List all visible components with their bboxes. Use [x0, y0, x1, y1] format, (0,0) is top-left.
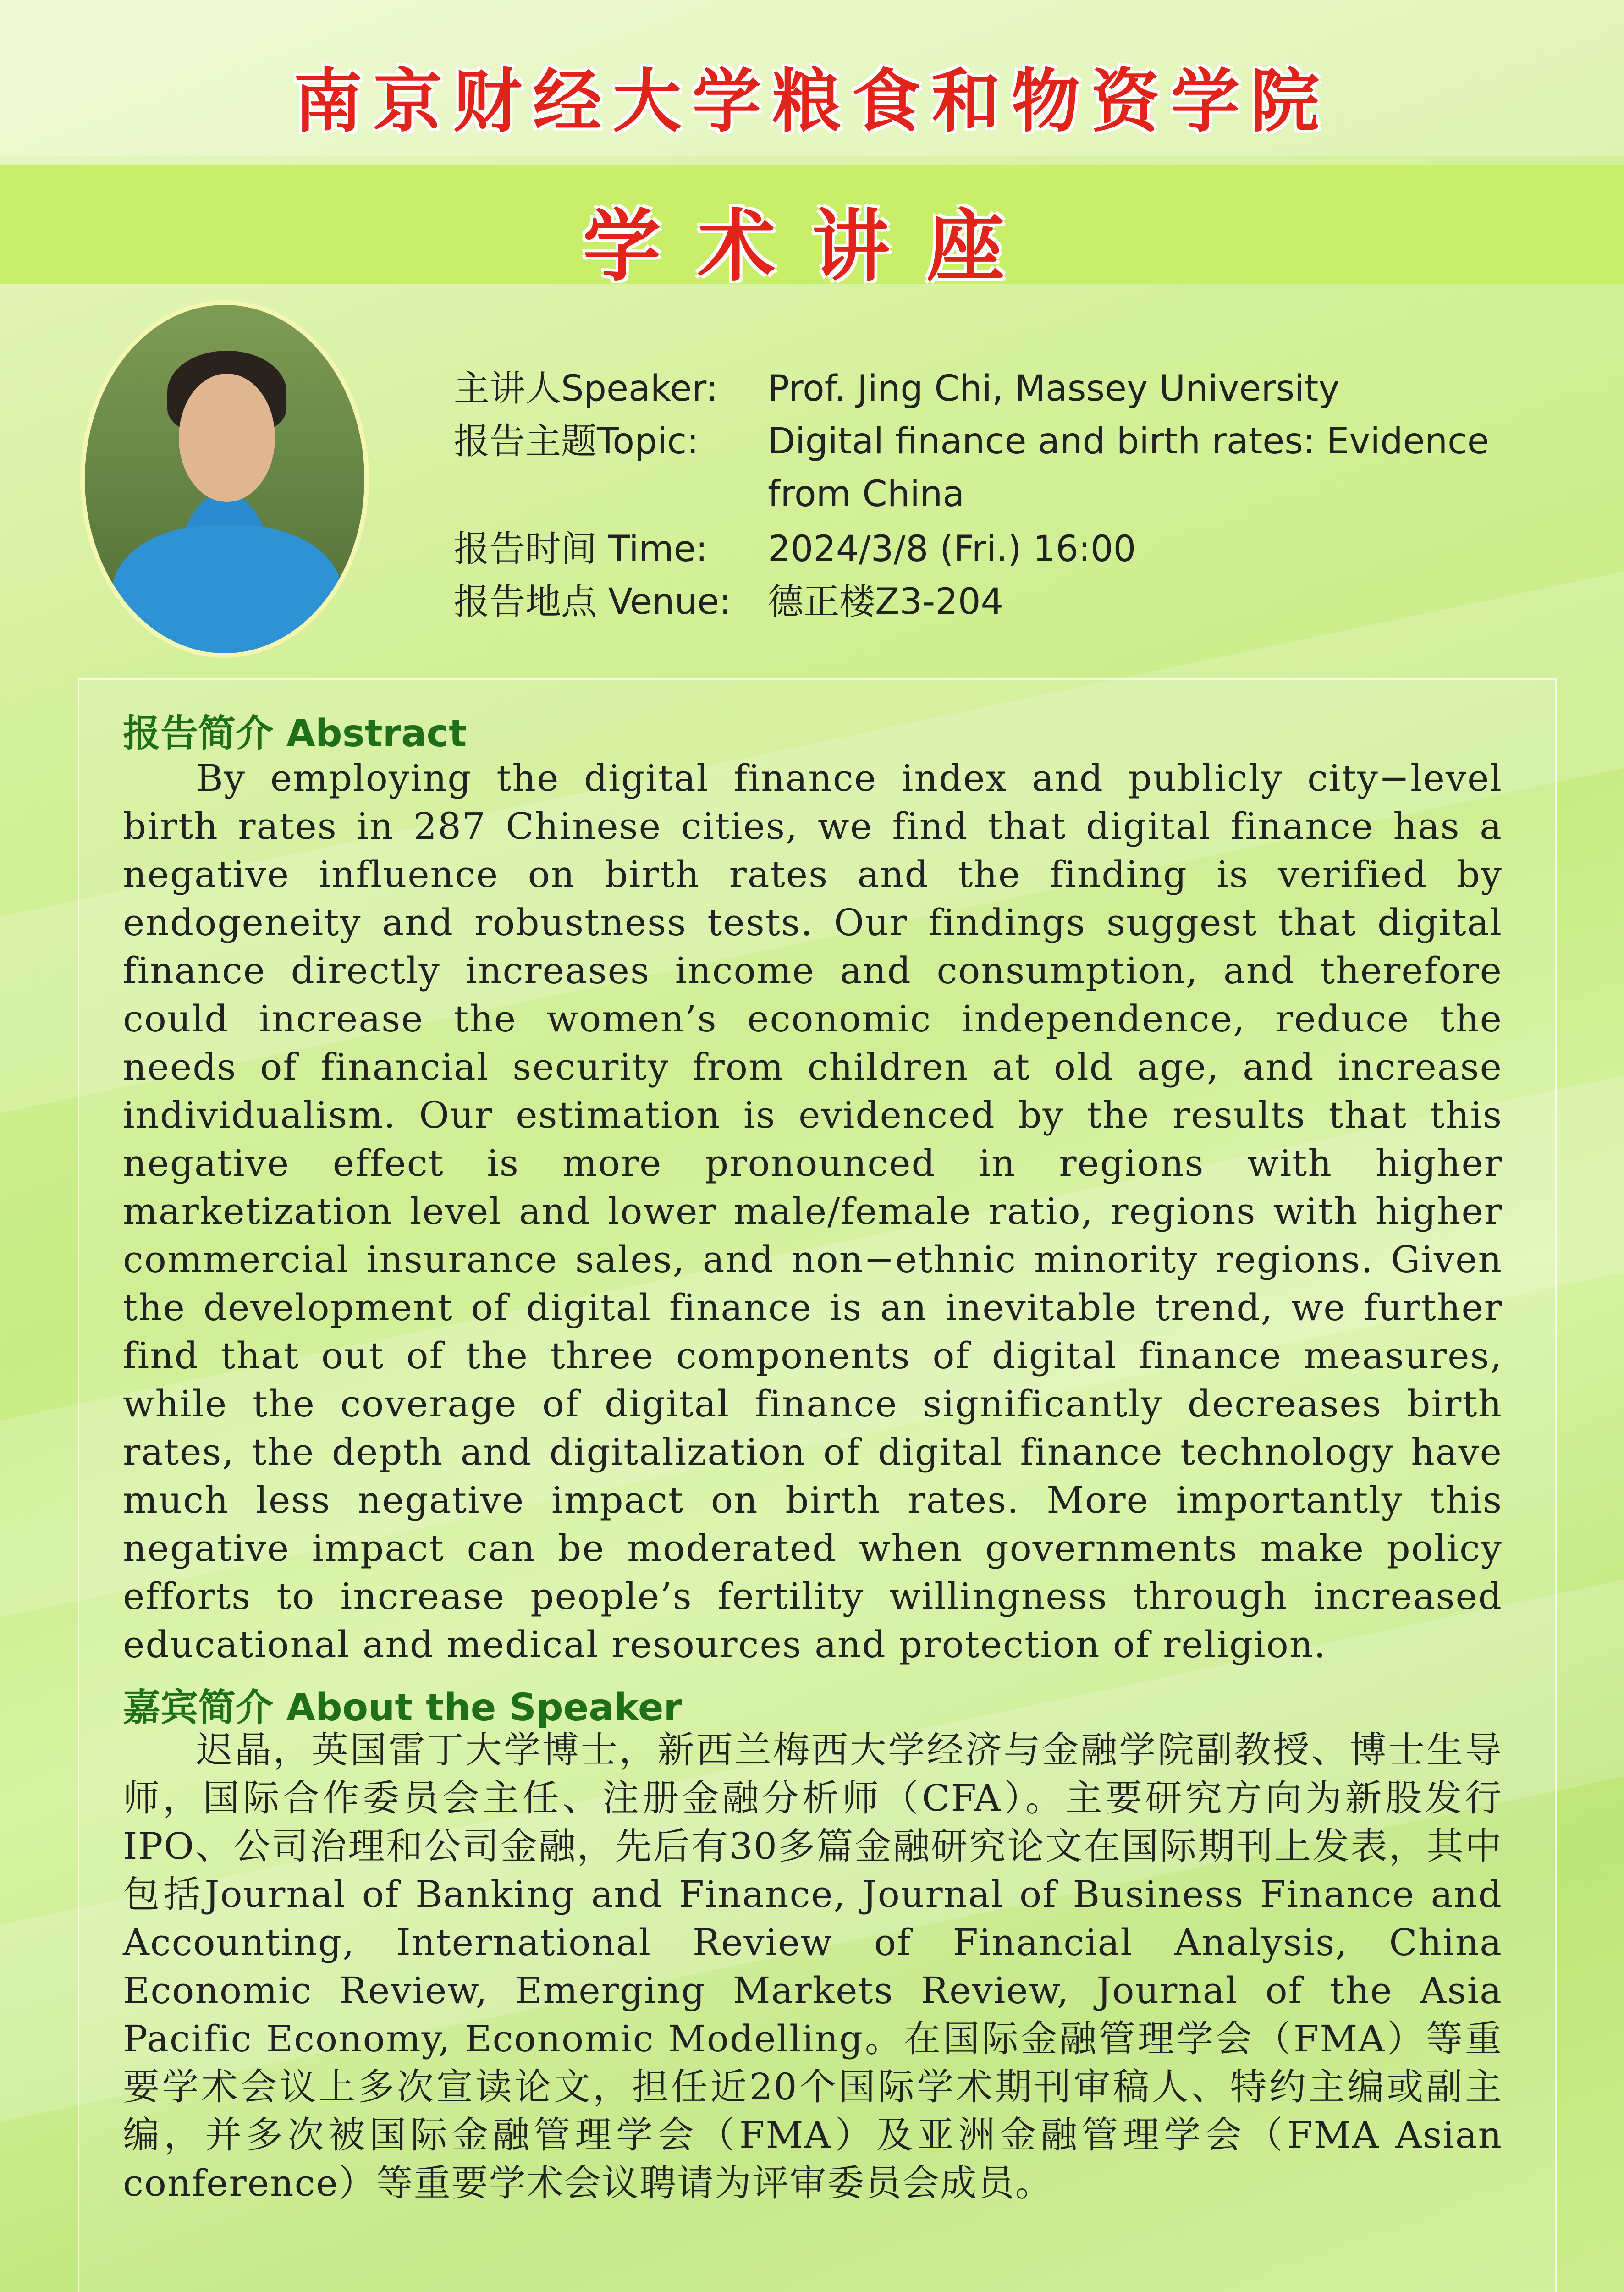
- photo-face-shape: [179, 374, 275, 502]
- speaker-bio-heading: 嘉宾简介 About the Speaker: [123, 1686, 682, 1730]
- abstract-heading: 报告简介 Abstract: [123, 712, 467, 755]
- speaker-photo: [80, 300, 369, 658]
- institution-title: 南京财经大学粮食和物资学院: [293, 61, 1331, 142]
- venue-label: 报告地点 Venue:: [454, 581, 732, 623]
- speaker-label: 主讲人Speaker:: [454, 368, 718, 409]
- speaker-bio-text: 迟晶，英国雷丁大学博士，新西兰梅西大学经济与金融学院副教授、博士生导师，国际合作委员会主任、注册金融分析师（CFA）。主要研究方向为新股发行IPO、公司治理和公司金融，先后有30多篇金融研究论文在国际期刊上发表，其中包括Journal of Banking and Finance, Journal of Business Finance and Accounting, International Review of Financial Analysis, China Economic Review, Emerging Markets Review, Journal of the Asia Pacific Economy, Economic Modelling。在国际金融管理学会（FMA）等重要学术会议上多次宣读论文，担任近20个国际学术期刊审稿人、特约主编或副主编，并多次被国际金融管理学会（FMA）及亚洲金融管理学会（FMA Asian conference）等重要学术会议聘请为评审委员会成员。: [123, 1729, 1503, 2204]
- time-label: 报告时间 Time:: [454, 529, 708, 570]
- speaker-value: Prof. Jing Chi, Massey University: [768, 368, 1340, 409]
- topic-label: 报告主题Topic:: [454, 421, 699, 462]
- photo-body-shape: [112, 525, 341, 658]
- event-type-title: 学术讲座: [583, 200, 1041, 292]
- abstract-text: By employing the digital finance index and publicly city−level birth rates in 287 Chinese cities, we find that digital finance has a negative influence on birth rates and the finding is verified by endogeneity and robustness tests. Our findings suggest that digital finance directly increases income and consumption, and therefore could increase the women’s economic independence, reduce the needs of financial security from children at old age, and increase individualism. Our estimation is evidenced by the results that this negative effect is more pronounced in regions with higher marketization level and lower male/female ratio, regions with higher commercial insurance sales, and non−ethnic minority regions. Given the development of digital finance is an inevitable trend, we further find that out of the three components of digital finance measures, while the coverage of digital finance significantly decreases birth rates, the depth and digitalization of digital finance technology have much less negative impact on birth rates. More importantly this negative impact can be moderated when governments make policy efforts to increase people’s fertility willingness through increased educational and medical resources and protection of religion.: [123, 757, 1503, 1666]
- topic-value-continued: from China: [768, 474, 965, 515]
- venue-value: 德正楼Z3-204: [768, 581, 1004, 623]
- topic-value: Digital finance and birth rates: Evidence: [768, 421, 1489, 462]
- time-value: 2024/3/8 (Fri.) 16:00: [768, 529, 1136, 570]
